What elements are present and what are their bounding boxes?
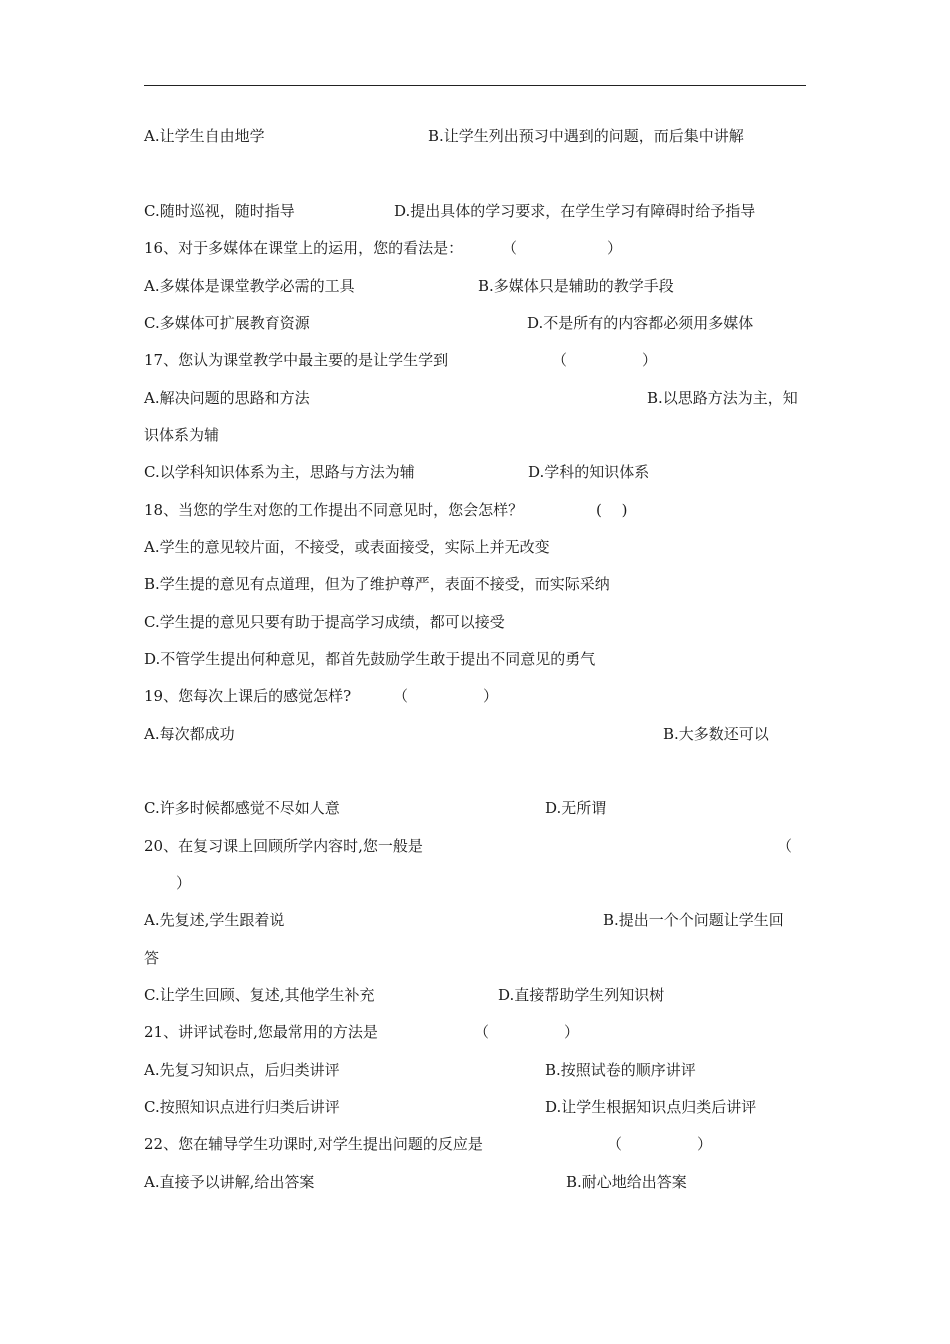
q15-option-c: C.随时巡视，随时指导 — [144, 202, 295, 220]
q15-option-a: A.让学生自由地学 — [144, 127, 265, 145]
q22-option-a: A.直接予以讲解,给出答案 — [144, 1173, 315, 1191]
q17-answer-paren: （ ） — [552, 351, 658, 369]
q18-option-d: D.不管学生提出何种意见，都首先鼓励学生敢于提出不同意见的勇气 — [144, 650, 596, 668]
q20-answer-paren-close: ） — [176, 874, 192, 892]
q17-question: 17、您认为课堂教学中最主要的是让学生学到 — [144, 351, 449, 369]
q16-answer-paren: （ ） — [502, 239, 623, 257]
q22-question: 22、您在辅导学生功课时,对学生提出问题的反应是 — [144, 1135, 483, 1153]
q16-option-b: B.多媒体只是辅助的教学手段 — [478, 277, 674, 295]
q21-option-b: B.按照试卷的顺序讲评 — [545, 1061, 696, 1079]
q17-option-a: A.解决问题的思路和方法 — [144, 389, 310, 407]
q18-question: 18、当您的学生对您的工作提出不同意见时，您会怎样？ — [144, 501, 524, 519]
q18-option-c: C.学生提的意见只要有助于提高学习成绩，都可以接受 — [144, 613, 505, 631]
q22-answer-paren: （ ） — [607, 1135, 713, 1153]
q15-option-d: D.提出具体的学习要求，在学生学习有障碍时给予指导 — [394, 202, 756, 220]
q17-option-d: D.学科的知识体系 — [528, 463, 650, 481]
q16-option-d: D.不是所有的内容都必须用多媒体 — [527, 314, 754, 332]
q21-question: 21、讲评试卷时,您最常用的方法是 — [144, 1023, 378, 1041]
q17-option-c: C.以学科知识体系为主，思路与方法为辅 — [144, 463, 415, 481]
q15-option-b: B.让学生列出预习中遇到的问题，而后集中讲解 — [428, 127, 744, 145]
q16-question: 16、对于多媒体在课堂上的运用，您的看法是： — [144, 239, 464, 257]
q20-option-b-continued: 答 — [144, 949, 160, 967]
q22-option-b: B.耐心地给出答案 — [566, 1173, 687, 1191]
q21-option-a: A.先复习知识点，后归类讲评 — [144, 1061, 340, 1079]
q16-option-a: A.多媒体是课堂教学必需的工具 — [144, 277, 355, 295]
header-rule — [144, 85, 806, 86]
q20-option-d: D.直接帮助学生列知识树 — [498, 986, 665, 1004]
q19-question: 19、您每次上课后的感觉怎样? — [144, 687, 352, 705]
q19-answer-paren: （ ） — [393, 687, 499, 705]
q17-option-b-continued: 识体系为辅 — [144, 426, 220, 444]
q20-option-a: A.先复述,学生跟着说 — [144, 911, 285, 929]
q19-option-b: B.大多数还可以 — [663, 725, 769, 743]
q19-option-c: C.许多时候都感觉不尽如人意 — [144, 799, 340, 817]
q20-answer-paren-open: （ — [777, 837, 793, 855]
q18-option-b: B.学生提的意见有点道理，但为了维护尊严，表面不接受，而实际采纳 — [144, 575, 610, 593]
q16-option-c: C.多媒体可扩展教育资源 — [144, 314, 310, 332]
q21-option-d: D.让学生根据知识点归类后讲评 — [545, 1098, 757, 1116]
q19-option-a: A.每次都成功 — [144, 725, 235, 743]
q20-option-c: C.让学生回顾、复述,其他学生补充 — [144, 986, 375, 1004]
q19-option-d: D.无所谓 — [545, 799, 607, 817]
q18-option-a: A.学生的意见较片面，不接受，或表面接受，实际上并无改变 — [144, 538, 550, 556]
q18-answer-paren: ( ) — [596, 501, 628, 519]
q21-answer-paren: （ ） — [474, 1023, 580, 1041]
q20-question: 20、在复习课上回顾所学内容时,您一般是 — [144, 837, 423, 855]
q20-option-b: B.提出一个个问题让学生回 — [603, 911, 784, 929]
q21-option-c: C.按照知识点进行归类后讲评 — [144, 1098, 340, 1116]
q17-option-b: B.以思路方法为主，知 — [647, 389, 798, 407]
